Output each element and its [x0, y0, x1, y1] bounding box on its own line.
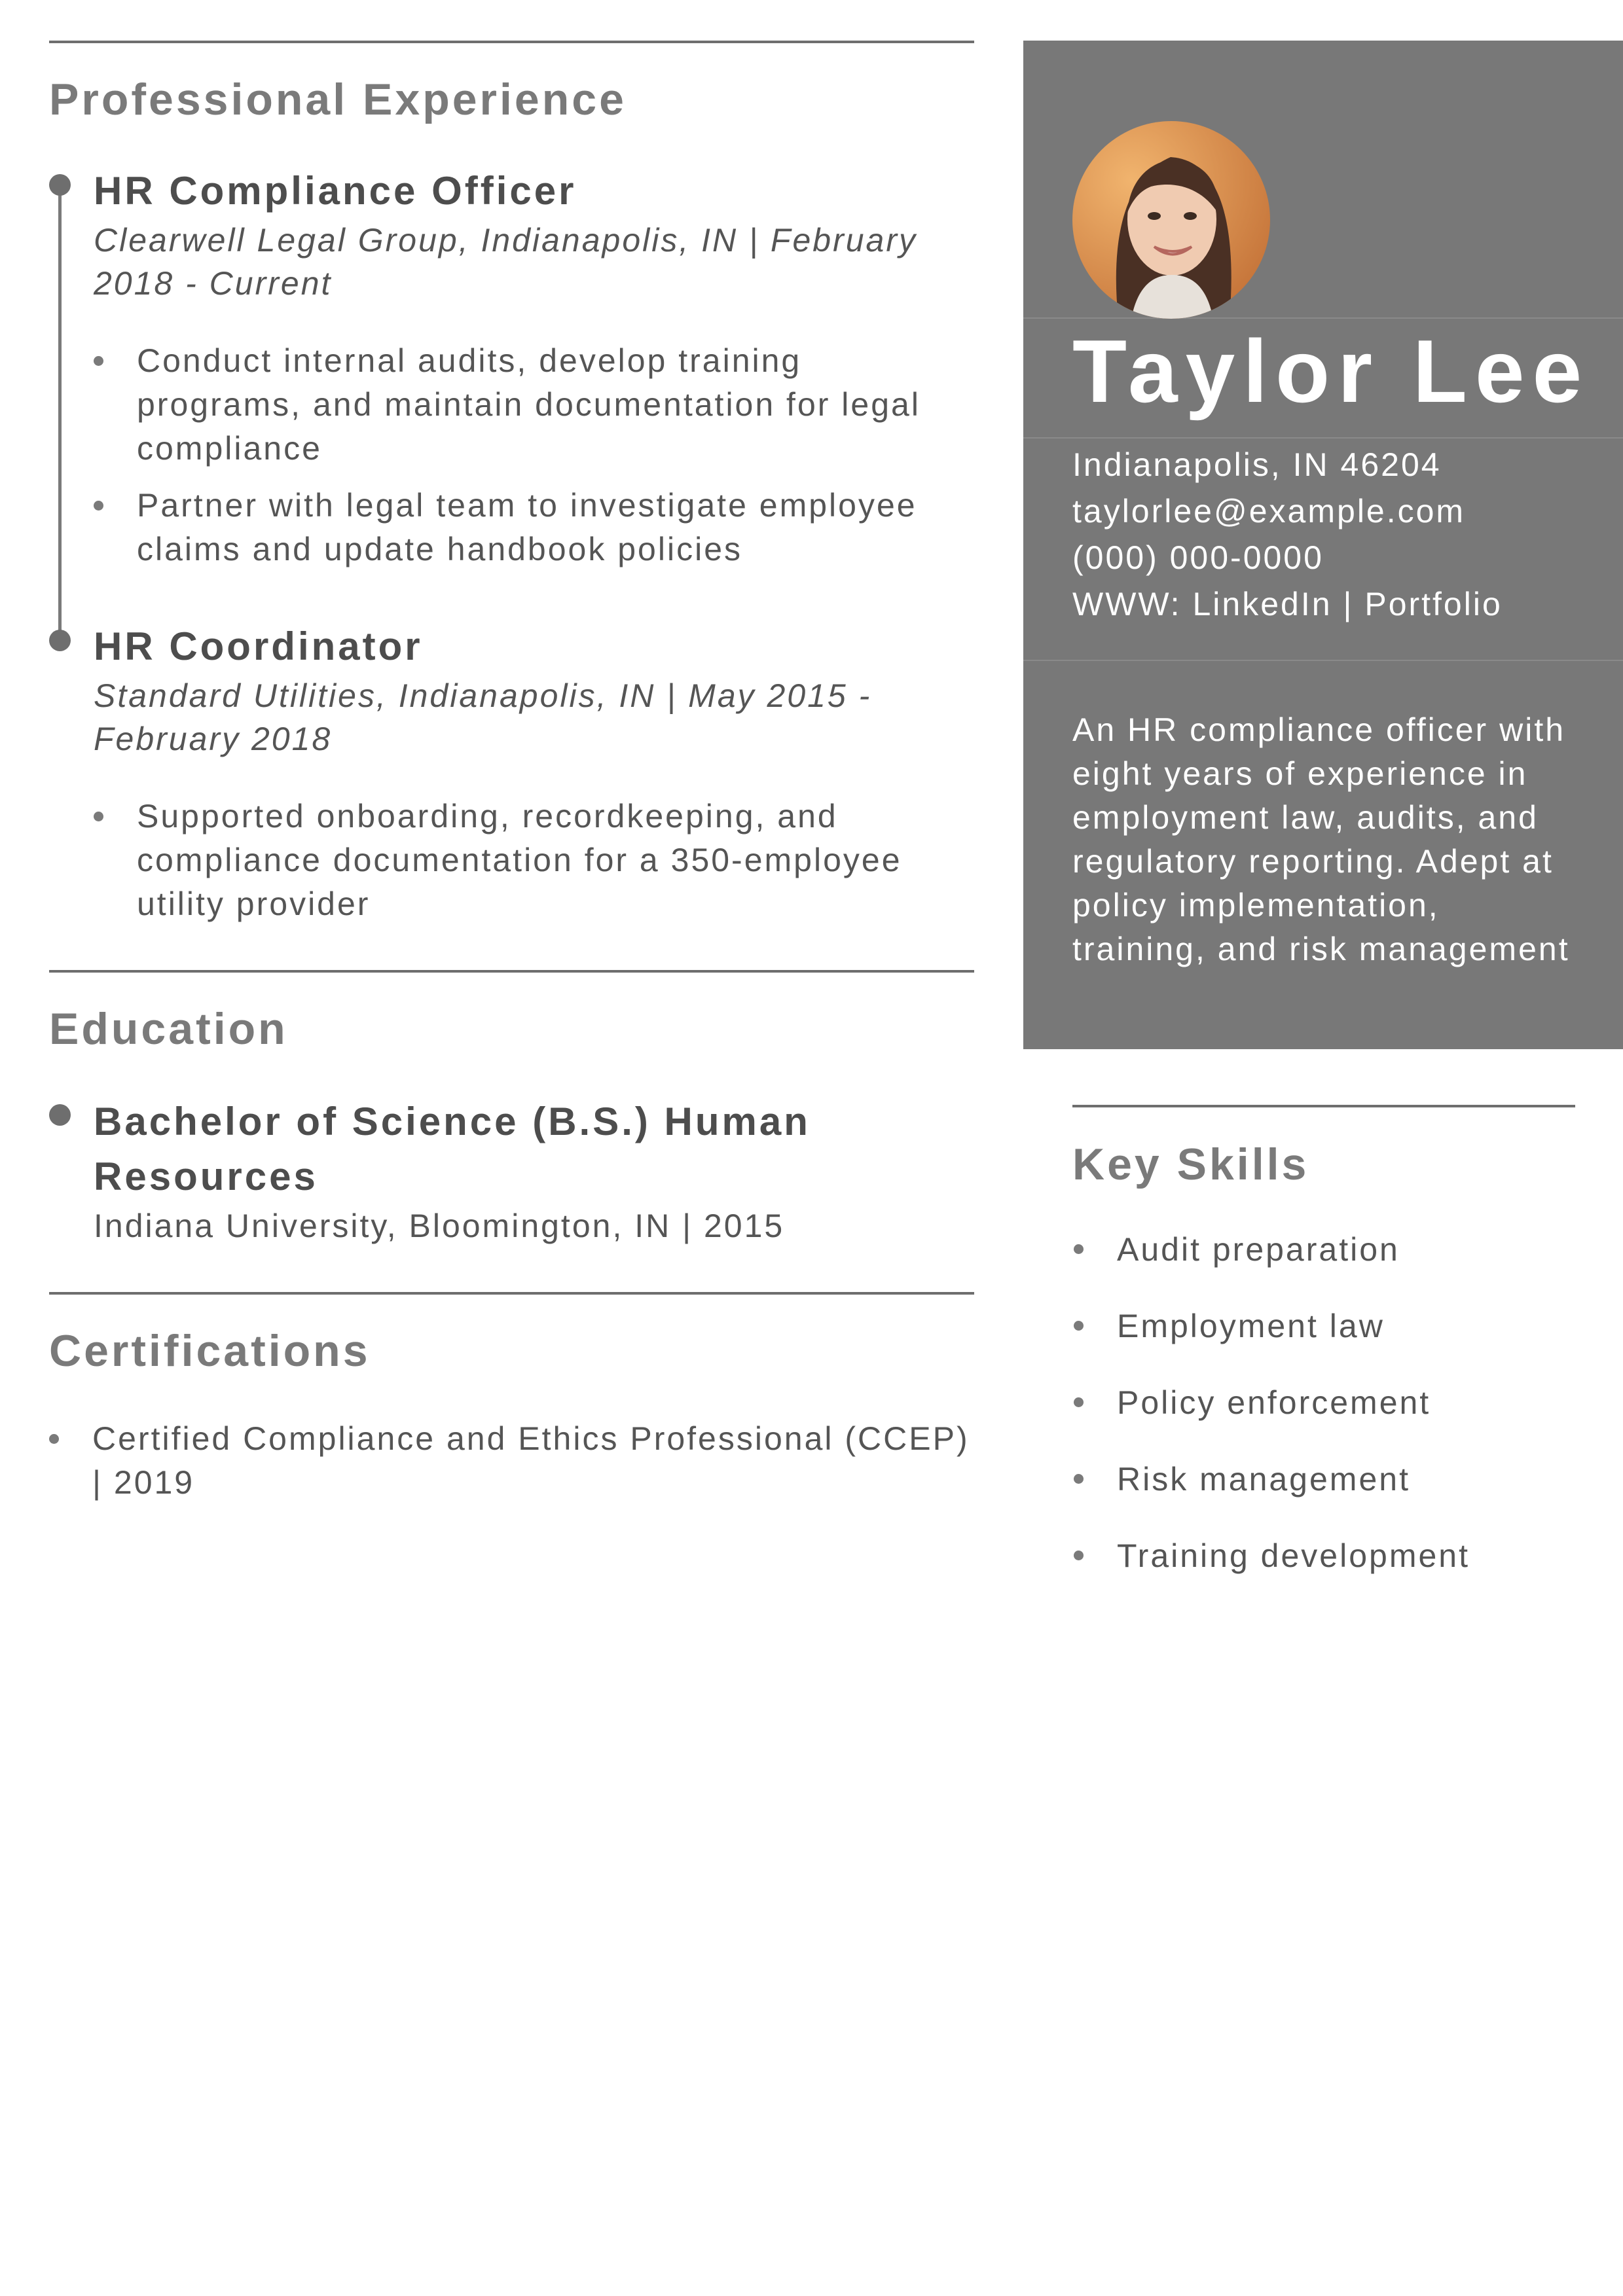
contact-web — [1072, 584, 1503, 624]
job-bullet: Partner with legal team to investigate employee claims and update handbook policies — [94, 484, 974, 571]
web-label: WWW: — [1072, 586, 1182, 622]
candidate-name: Taylor Lee — [1072, 321, 1590, 421]
job-meta-1-line1: Clearwell Legal Group, Indianapolis, IN | February — [94, 222, 917, 259]
job-meta-2-line2: February 2018 — [94, 721, 333, 757]
education-dot — [49, 1104, 71, 1126]
education-rule — [49, 970, 974, 973]
job-meta-2-line1: Standard Utilities, Indianapolis, IN | May 2015 - — [94, 677, 872, 714]
job-bullet: Supported onboarding, recordkeeping, and compliance documentation for a 350-employee utility provider — [94, 795, 974, 926]
job-bullets-1 — [94, 339, 974, 571]
certifications-heading: Certifications — [49, 1326, 371, 1376]
experience-top-rule — [49, 41, 974, 43]
degree-line2: Resources — [94, 1155, 318, 1198]
job-title-2: HR Coordinator — [94, 624, 423, 668]
timeline-dot-2 — [49, 630, 71, 651]
timeline-dot-1 — [49, 174, 71, 196]
contact-email[interactable]: taylorlee@example.com — [1072, 493, 1466, 529]
portfolio-link[interactable]: Portfolio — [1364, 586, 1503, 622]
timeline-line — [58, 185, 62, 641]
job-bullets-2 — [94, 795, 974, 926]
skill-item: Risk management — [1072, 1458, 1583, 1534]
skills-list — [1072, 1228, 1583, 1611]
link-separator: | — [1343, 586, 1354, 622]
sidebar-divider — [1023, 317, 1623, 319]
job-meta-1-line2: 2018 - Current — [94, 265, 333, 302]
skill-item: Policy enforcement — [1072, 1381, 1583, 1458]
skill-item: Audit preparation — [1072, 1228, 1583, 1304]
school-info: Indiana University, Bloomington, IN | 2015 — [94, 1208, 785, 1244]
contact-phone: (000) 000-0000 — [1072, 539, 1324, 576]
skills-rule — [1072, 1105, 1575, 1107]
skill-item: Employment law — [1072, 1304, 1583, 1381]
linkedin-link[interactable]: LinkedIn — [1192, 586, 1332, 622]
sidebar-divider — [1023, 437, 1623, 439]
sidebar-divider — [1023, 660, 1623, 661]
degree-line1: Bachelor of Science (B.S.) Human — [94, 1100, 811, 1143]
contact-address: Indianapolis, IN 46204 — [1072, 446, 1442, 483]
profile-summary: An HR compliance officer with eight years of experience in employment law, audits, and regulatory reporting. Adept at policy implementation, training, and risk management — [1072, 711, 1570, 967]
certifications-rule — [49, 1292, 974, 1295]
certification-item: Certified Compliance and Ethics Professional (CCEP) | 2019 — [49, 1417, 974, 1505]
job-bullet: Conduct internal audits, develop training programs, and maintain documentation for legal compliance — [94, 339, 974, 471]
avatar — [1072, 121, 1270, 319]
education-heading: Education — [49, 1004, 288, 1054]
certifications-list — [49, 1417, 974, 1505]
skill-item: Training development — [1072, 1534, 1583, 1611]
job-title-1: HR Compliance Officer — [94, 169, 577, 213]
skills-heading: Key Skills — [1072, 1139, 1309, 1189]
experience-heading: Professional Experience — [49, 75, 627, 124]
